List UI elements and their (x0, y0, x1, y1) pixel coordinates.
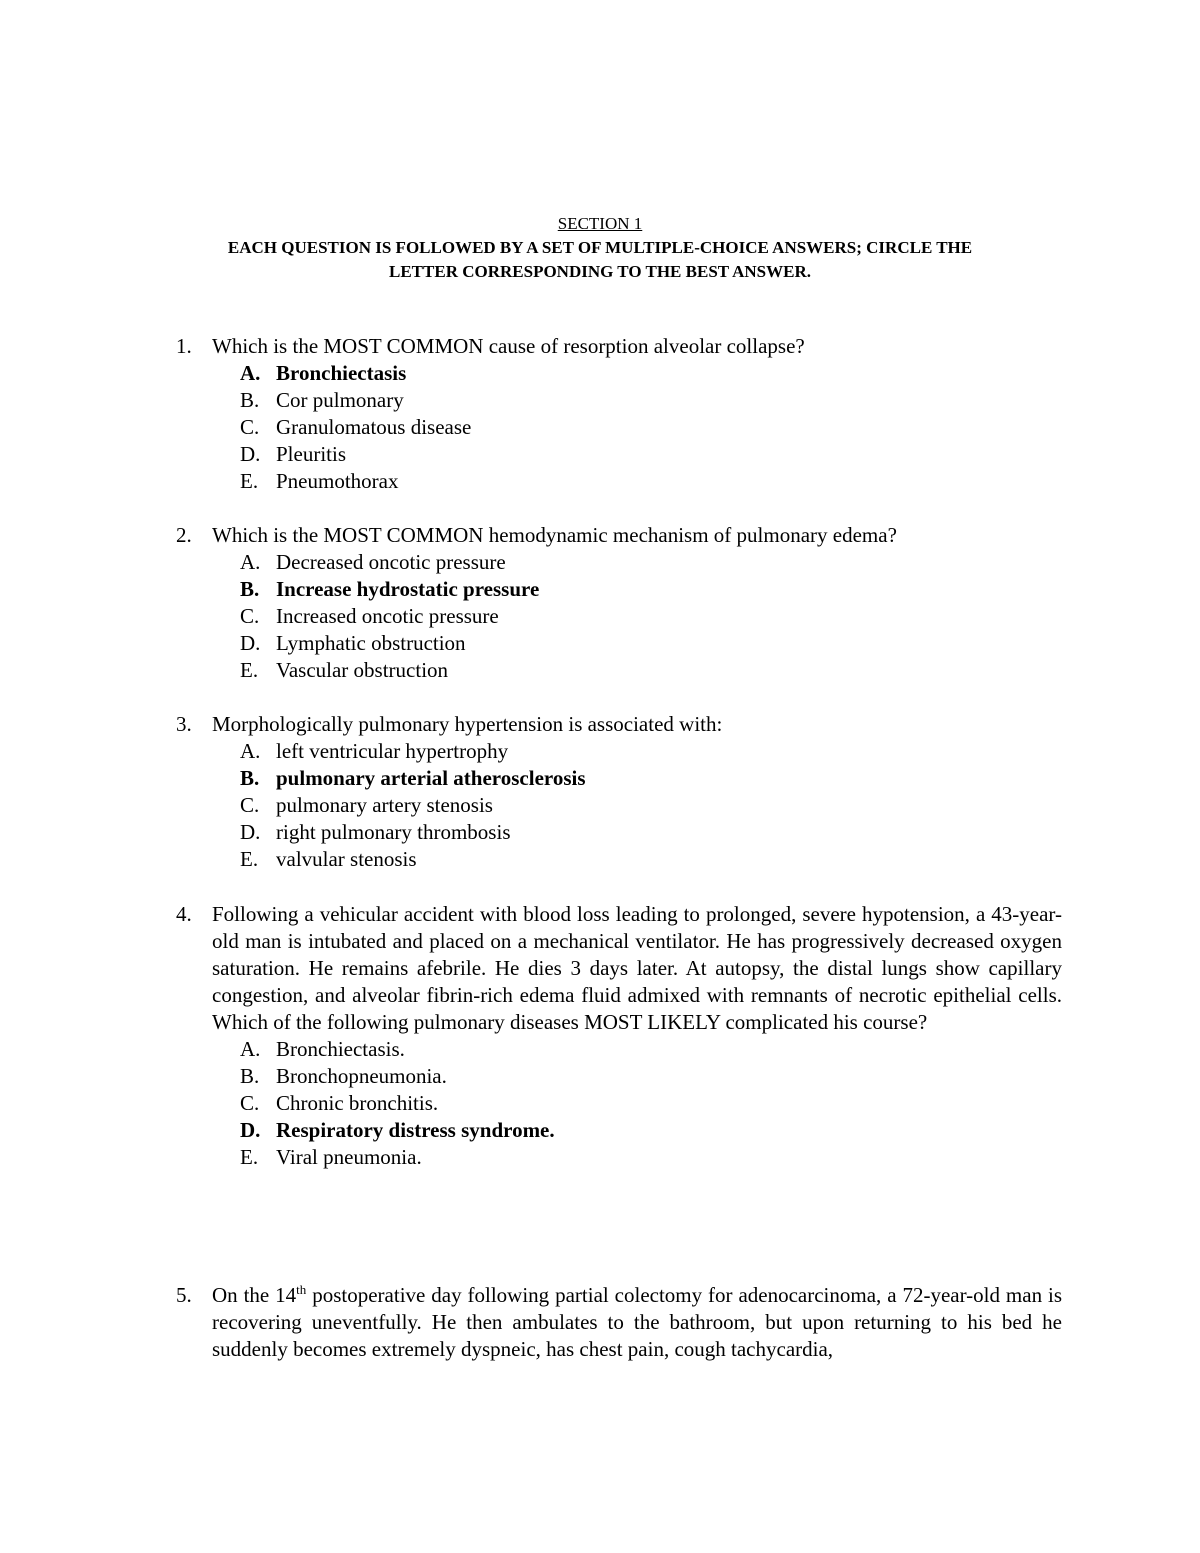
option-letter: D. (240, 820, 261, 844)
option-letter: A. (240, 739, 261, 763)
answer-option-a[interactable] (240, 360, 1062, 387)
question-1 (176, 333, 1062, 495)
option-letter: B. (240, 766, 260, 790)
question-number: 5. (176, 1283, 192, 1307)
answer-options (176, 1036, 1062, 1171)
option-text: pulmonary arterial atherosclerosis (276, 766, 586, 790)
option-text: Viral pneumonia. (276, 1145, 422, 1169)
option-letter: D. (240, 1118, 261, 1142)
option-text: Vascular obstruction (276, 658, 449, 682)
answer-option-d[interactable] (240, 441, 1062, 468)
option-text: Granulomatous disease (276, 415, 472, 439)
option-text: Lymphatic obstruction (276, 631, 466, 655)
answer-option-e[interactable] (240, 468, 1062, 495)
question-text-rest: postoperative day following partial colectomy for adenocarcinoma, a 72-year-old man is recovering uneventfully. He then ambulates to the bathroom, but upon returning to his bed he suddenly becomes extremely dyspneic, has chest pain, cough tachycardia, (212, 1283, 1062, 1361)
option-letter: C. (240, 415, 260, 439)
option-text: valvular stenosis (276, 847, 417, 871)
option-letter: C. (240, 793, 260, 817)
question-text: Which is the MOST COMMON hemodynamic mechanism of pulmonary edema? (212, 523, 897, 547)
answer-option-d[interactable] (240, 819, 1062, 846)
section-instruction-line-2: LETTER CORRESPONDING TO THE BEST ANSWER. (389, 262, 811, 281)
answer-option-e[interactable] (240, 846, 1062, 873)
section-title: SECTION 1 (557, 214, 643, 233)
option-letter: E. (240, 469, 259, 493)
option-text: Bronchiectasis. (276, 1037, 405, 1061)
question-number: 1. (176, 334, 192, 358)
option-letter: D. (240, 631, 261, 655)
answer-option-a[interactable] (240, 1036, 1062, 1063)
question-text-start: On the 14 (212, 1283, 297, 1307)
answer-option-b[interactable] (240, 765, 1062, 792)
option-letter: C. (240, 604, 260, 628)
answer-option-a[interactable] (240, 738, 1062, 765)
option-text: right pulmonary thrombosis (276, 820, 511, 844)
option-text: Respiratory distress syndrome. (276, 1118, 555, 1142)
question-text: Following a vehicular accident with blood loss leading to prolonged, severe hypotension, a 43-year-old man is intubated and placed on a mechanical ventilator. He has progressively decreased oxygen saturation. He remains afebrile. He dies 3 days later. At autopsy, the distal lungs show capillary congestion, and alveolar fibrin-rich edema fluid admixed with remnants of necrotic epithelial cells. Which of the following pulmonary diseases MOST LIKELY complicated his course? (212, 902, 1062, 1034)
option-letter: B. (240, 577, 260, 601)
answer-option-d[interactable] (240, 630, 1062, 657)
option-text: Decreased oncotic pressure (276, 550, 506, 574)
option-letter: A. (240, 361, 261, 385)
answer-option-b[interactable] (240, 1063, 1062, 1090)
question-text (212, 1282, 1062, 1363)
question-stem (176, 901, 1062, 1036)
answer-option-e[interactable] (240, 657, 1062, 684)
ordinal-superscript: th (296, 1282, 307, 1297)
answer-option-c[interactable] (240, 1090, 1062, 1117)
question-number: 2. (176, 523, 192, 547)
section-header (0, 212, 1200, 284)
option-text: Pleuritis (276, 442, 347, 466)
option-text: pulmonary artery stenosis (276, 793, 493, 817)
question-stem (176, 333, 1062, 360)
answer-option-b[interactable] (240, 576, 1062, 603)
option-text: Bronchiectasis (276, 361, 407, 385)
section-instruction-line-1: EACH QUESTION IS FOLLOWED BY A SET OF MULTIPLE-CHOICE ANSWERS; CIRCLE THE (227, 238, 973, 257)
option-letter: A. (240, 1037, 261, 1061)
question-stem (176, 711, 1062, 738)
option-text: left ventricular hypertrophy (276, 739, 509, 763)
question-text: Morphologically pulmonary hypertension is associated with: (212, 712, 723, 736)
option-letter: E. (240, 658, 259, 682)
option-letter: C. (240, 1091, 260, 1115)
question-text: Which is the MOST COMMON cause of resorption alveolar collapse? (212, 334, 805, 358)
question-number: 4. (176, 902, 192, 926)
question-stem (176, 1282, 1062, 1363)
question-4 (176, 901, 1062, 1171)
answer-options (176, 738, 1062, 873)
question-3 (176, 711, 1062, 873)
answer-options (176, 360, 1062, 495)
option-text: Chronic bronchitis. (276, 1091, 439, 1115)
option-letter: E. (240, 1145, 259, 1169)
answer-option-c[interactable] (240, 603, 1062, 630)
answer-options (176, 549, 1062, 684)
answer-option-c[interactable] (240, 792, 1062, 819)
option-letter: B. (240, 388, 260, 412)
option-letter: B. (240, 1064, 260, 1088)
question-2 (176, 522, 1062, 684)
option-letter: A. (240, 550, 261, 574)
question-stem (176, 522, 1062, 549)
answer-option-b[interactable] (240, 387, 1062, 414)
answer-option-a[interactable] (240, 549, 1062, 576)
option-text: Increase hydrostatic pressure (276, 577, 540, 601)
answer-option-d[interactable] (240, 1117, 1062, 1144)
question-number: 3. (176, 712, 192, 736)
answer-option-c[interactable] (240, 414, 1062, 441)
option-letter: D. (240, 442, 261, 466)
option-text: Increased oncotic pressure (276, 604, 499, 628)
option-letter: E. (240, 847, 259, 871)
option-text: Bronchopneumonia. (276, 1064, 447, 1088)
answer-option-e[interactable] (240, 1144, 1062, 1171)
option-text: Pneumothorax (276, 469, 399, 493)
question-5 (176, 1282, 1062, 1363)
option-text: Cor pulmonary (276, 388, 404, 412)
